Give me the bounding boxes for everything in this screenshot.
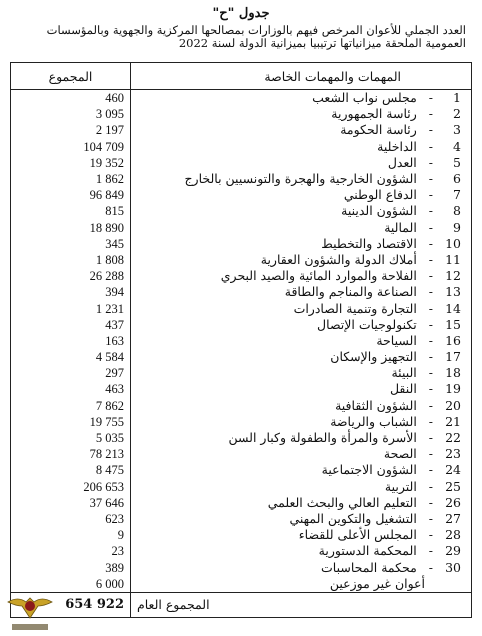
table-row (11, 300, 472, 316)
row-number: 30 (445, 559, 461, 575)
row-label: الصحة (383, 446, 417, 462)
row-dash: - (428, 316, 437, 332)
table-row (11, 317, 472, 333)
row-value: 8 475 (11, 462, 131, 478)
row-label: رئاسة الجمهورية (331, 106, 417, 122)
row-label: رئاسة الحكومة (340, 122, 417, 138)
row-value: 104 709 (11, 139, 131, 155)
row-label: البيئة (391, 365, 417, 381)
row-value: 26 288 (11, 268, 131, 284)
row-label: الاقتصاد والتخطيط (321, 235, 417, 251)
table-row (11, 495, 472, 511)
row-value: 206 653 (11, 479, 131, 495)
row-dash: - (428, 154, 437, 170)
row-value: 19 755 (11, 414, 131, 430)
row-label-cell (131, 479, 472, 495)
table-row (11, 106, 472, 122)
row-label: التعليم العالي والبحث العلمي (267, 494, 417, 510)
row-label: المالية (384, 219, 417, 235)
row-dash: - (428, 365, 437, 381)
row-value: 623 (11, 511, 131, 527)
row-value: 6 000 (11, 576, 131, 593)
row-number: 2 (453, 106, 461, 122)
row-value: 460 (11, 90, 131, 107)
table-row (11, 527, 472, 543)
table-row (11, 333, 472, 349)
row-number: 1 (453, 90, 461, 106)
row-value: 345 (11, 236, 131, 252)
row-dash: - (428, 462, 437, 478)
row-dash: - (428, 527, 437, 543)
row-label: التشغيل والتكوين المهني (289, 510, 417, 526)
table-row (11, 462, 472, 478)
row-number: 21 (445, 413, 461, 429)
row-label-cell (131, 543, 472, 559)
row-dash: - (428, 559, 437, 575)
row-label-cell (131, 122, 472, 138)
row-label: محكمة المحاسبات (321, 559, 417, 575)
row-label: الشباب والرياضة (330, 413, 417, 429)
row-dash: - (428, 235, 437, 251)
row-number: 11 (445, 251, 461, 267)
row-label: التجارة وتنمية الصادرات (293, 300, 417, 316)
table-row (11, 122, 472, 138)
row-number: 16 (445, 332, 461, 348)
row-number: 10 (445, 235, 461, 251)
row-dash: - (428, 300, 437, 316)
row-label-cell (131, 187, 472, 203)
row-number: 19 (445, 381, 461, 397)
row-dash: - (428, 510, 437, 526)
row-label-cell (131, 220, 472, 236)
row-value: 19 352 (11, 155, 131, 171)
row-dash: - (428, 494, 437, 510)
row-dash: - (428, 349, 437, 365)
row-number: 22 (445, 430, 461, 446)
row-label: الشؤون الخارجية والهجرة والتونسيين بالخارج (184, 171, 417, 187)
row-dash: - (428, 219, 437, 235)
table-row (11, 139, 472, 155)
row-label: المحكمة الدستورية (318, 543, 417, 559)
table-row (11, 236, 472, 252)
row-dash: - (428, 90, 437, 106)
row-label-cell (131, 559, 472, 575)
row-label: مجلس نواب الشعب (312, 90, 417, 106)
row-number: 12 (445, 268, 461, 284)
row-value: 23 (11, 543, 131, 559)
row-label-cell (131, 381, 472, 397)
row-label: التربية (384, 478, 417, 494)
row-label-cell (131, 495, 472, 511)
row-label-cell (131, 300, 472, 316)
table-row (11, 284, 472, 300)
table-header-row (11, 63, 472, 90)
row-label-cell (131, 268, 472, 284)
row-number: 15 (445, 316, 461, 332)
row-number: 9 (453, 219, 461, 235)
header-total: المجموع (11, 63, 131, 90)
row-number: 20 (445, 397, 461, 413)
row-dash: - (428, 430, 437, 446)
table-row (11, 171, 472, 187)
row-label: الداخلية (377, 138, 417, 154)
row-number: 4 (453, 138, 461, 154)
row-value: 1 808 (11, 252, 131, 268)
grand-total-label: المجموع العام (131, 592, 472, 617)
row-value: 163 (11, 333, 131, 349)
row-value: 394 (11, 284, 131, 300)
row-value: 815 (11, 203, 131, 219)
row-label-cell (131, 155, 472, 171)
header-name: المهمات والمهمات الخاصة (131, 63, 472, 90)
row-label: الشؤون الدينية (341, 203, 417, 219)
row-value: 2 197 (11, 122, 131, 138)
row-label: الفلاحة والموارد المائية والصيد البحري (220, 268, 417, 284)
row-label: الشؤون الاجتماعية (321, 462, 417, 478)
row-value: 389 (11, 559, 131, 575)
table-subtitle: العدد الجملي للأعوان المرخص فيهم بالوزارات بمصالحها المركزية والجهوية وبالمؤسسات العمومية الملحقة ميزانياتها ترتيبيا بميزانية الدولة لسنة 2022 (46, 23, 466, 50)
row-number: 26 (445, 494, 461, 510)
row-label-cell (131, 462, 472, 478)
row-label-cell (131, 365, 472, 381)
row-number: 18 (445, 365, 461, 381)
row-number: 3 (453, 122, 461, 138)
row-label: الشؤون الثقافية (335, 397, 417, 413)
row-dash: - (428, 332, 437, 348)
row-number: 17 (445, 349, 461, 365)
table-row (11, 543, 472, 559)
row-label: أعوان غير موزعين (329, 575, 425, 591)
row-dash: - (428, 478, 437, 494)
row-label: أملاك الدولة والشؤون العقارية (260, 251, 417, 267)
row-dash: - (428, 187, 437, 203)
watermark-logo-icon (4, 588, 56, 634)
row-label-cell (131, 317, 472, 333)
row-number: 14 (445, 300, 461, 316)
row-label-cell (131, 430, 472, 446)
total-row (11, 592, 472, 617)
row-dash: - (428, 203, 437, 219)
row-label-cell (131, 576, 472, 593)
row-value: 297 (11, 365, 131, 381)
row-dash: - (428, 284, 437, 300)
row-dash: - (428, 446, 437, 462)
row-label-cell (131, 252, 472, 268)
table-row (11, 90, 472, 107)
row-dash: - (428, 381, 437, 397)
row-number: 5 (453, 154, 461, 170)
row-label: السياحة (376, 332, 417, 348)
table-row (11, 252, 472, 268)
row-value: 96 849 (11, 187, 131, 203)
table-row (11, 203, 472, 219)
table-row (11, 479, 472, 495)
row-label-cell (131, 398, 472, 414)
row-value: 1 231 (11, 300, 131, 316)
row-label: الصناعة والمناجم والطاقة (284, 284, 417, 300)
row-label-cell (131, 284, 472, 300)
table-row (11, 220, 472, 236)
row-label: العدل (387, 154, 417, 170)
row-number: 28 (445, 527, 461, 543)
row-number: 27 (445, 510, 461, 526)
row-dash: - (428, 138, 437, 154)
table-row (11, 414, 472, 430)
table-row (11, 155, 472, 171)
row-label-cell (131, 106, 472, 122)
table-row (11, 381, 472, 397)
row-label-cell (131, 527, 472, 543)
row-dash: - (428, 397, 437, 413)
row-dash: - (428, 543, 437, 559)
row-number: 7 (453, 187, 461, 203)
row-label: الدفاع الوطني (343, 187, 417, 203)
row-value: 9 (11, 527, 131, 543)
row-number: 29 (445, 543, 461, 559)
table-row (11, 365, 472, 381)
row-label-cell (131, 139, 472, 155)
table-row (11, 559, 472, 575)
row-label: التجهيز والإسكان (330, 349, 417, 365)
row-label-cell (131, 236, 472, 252)
row-dash: - (428, 122, 437, 138)
row-value: 4 584 (11, 349, 131, 365)
table-row (11, 576, 472, 593)
row-label-cell (131, 90, 472, 107)
row-label-cell (131, 446, 472, 462)
row-label-cell (131, 333, 472, 349)
table-row (11, 187, 472, 203)
staff-table (10, 62, 472, 618)
row-dash: - (428, 413, 437, 429)
row-value: 78 213 (11, 446, 131, 462)
row-label-cell (131, 511, 472, 527)
table-row (11, 268, 472, 284)
row-dash: - (428, 106, 437, 122)
table-row (11, 511, 472, 527)
row-label-cell (131, 203, 472, 219)
row-value: 7 862 (11, 398, 131, 414)
table-row (11, 349, 472, 365)
row-label-cell (131, 171, 472, 187)
row-dash: - (428, 251, 437, 267)
row-dash: - (428, 171, 437, 187)
row-number: 23 (445, 446, 461, 462)
grand-total-value: 654 922 (11, 592, 131, 617)
row-label: النقل (389, 381, 417, 397)
table-title: جدول "ح" (212, 6, 270, 21)
table-row (11, 446, 472, 462)
row-number: 24 (445, 462, 461, 478)
table-row (11, 430, 472, 446)
row-label: تكنولوجيات الإتصال (317, 316, 417, 332)
row-label-cell (131, 414, 472, 430)
row-number: 6 (453, 171, 461, 187)
row-value: 18 890 (11, 220, 131, 236)
row-value: 5 035 (11, 430, 131, 446)
row-value: 1 862 (11, 171, 131, 187)
row-value: 37 646 (11, 495, 131, 511)
row-label: المجلس الأعلى للقضاء (298, 527, 417, 543)
row-value: 463 (11, 381, 131, 397)
row-label-cell (131, 349, 472, 365)
row-number: 8 (453, 203, 461, 219)
row-value: 3 095 (11, 106, 131, 122)
row-label: الأسرة والمرأة والطفولة وكبار السن (228, 430, 417, 446)
row-dash: - (428, 268, 437, 284)
row-number: 25 (445, 478, 461, 494)
row-number: 13 (445, 284, 461, 300)
row-value: 437 (11, 317, 131, 333)
table-row (11, 398, 472, 414)
